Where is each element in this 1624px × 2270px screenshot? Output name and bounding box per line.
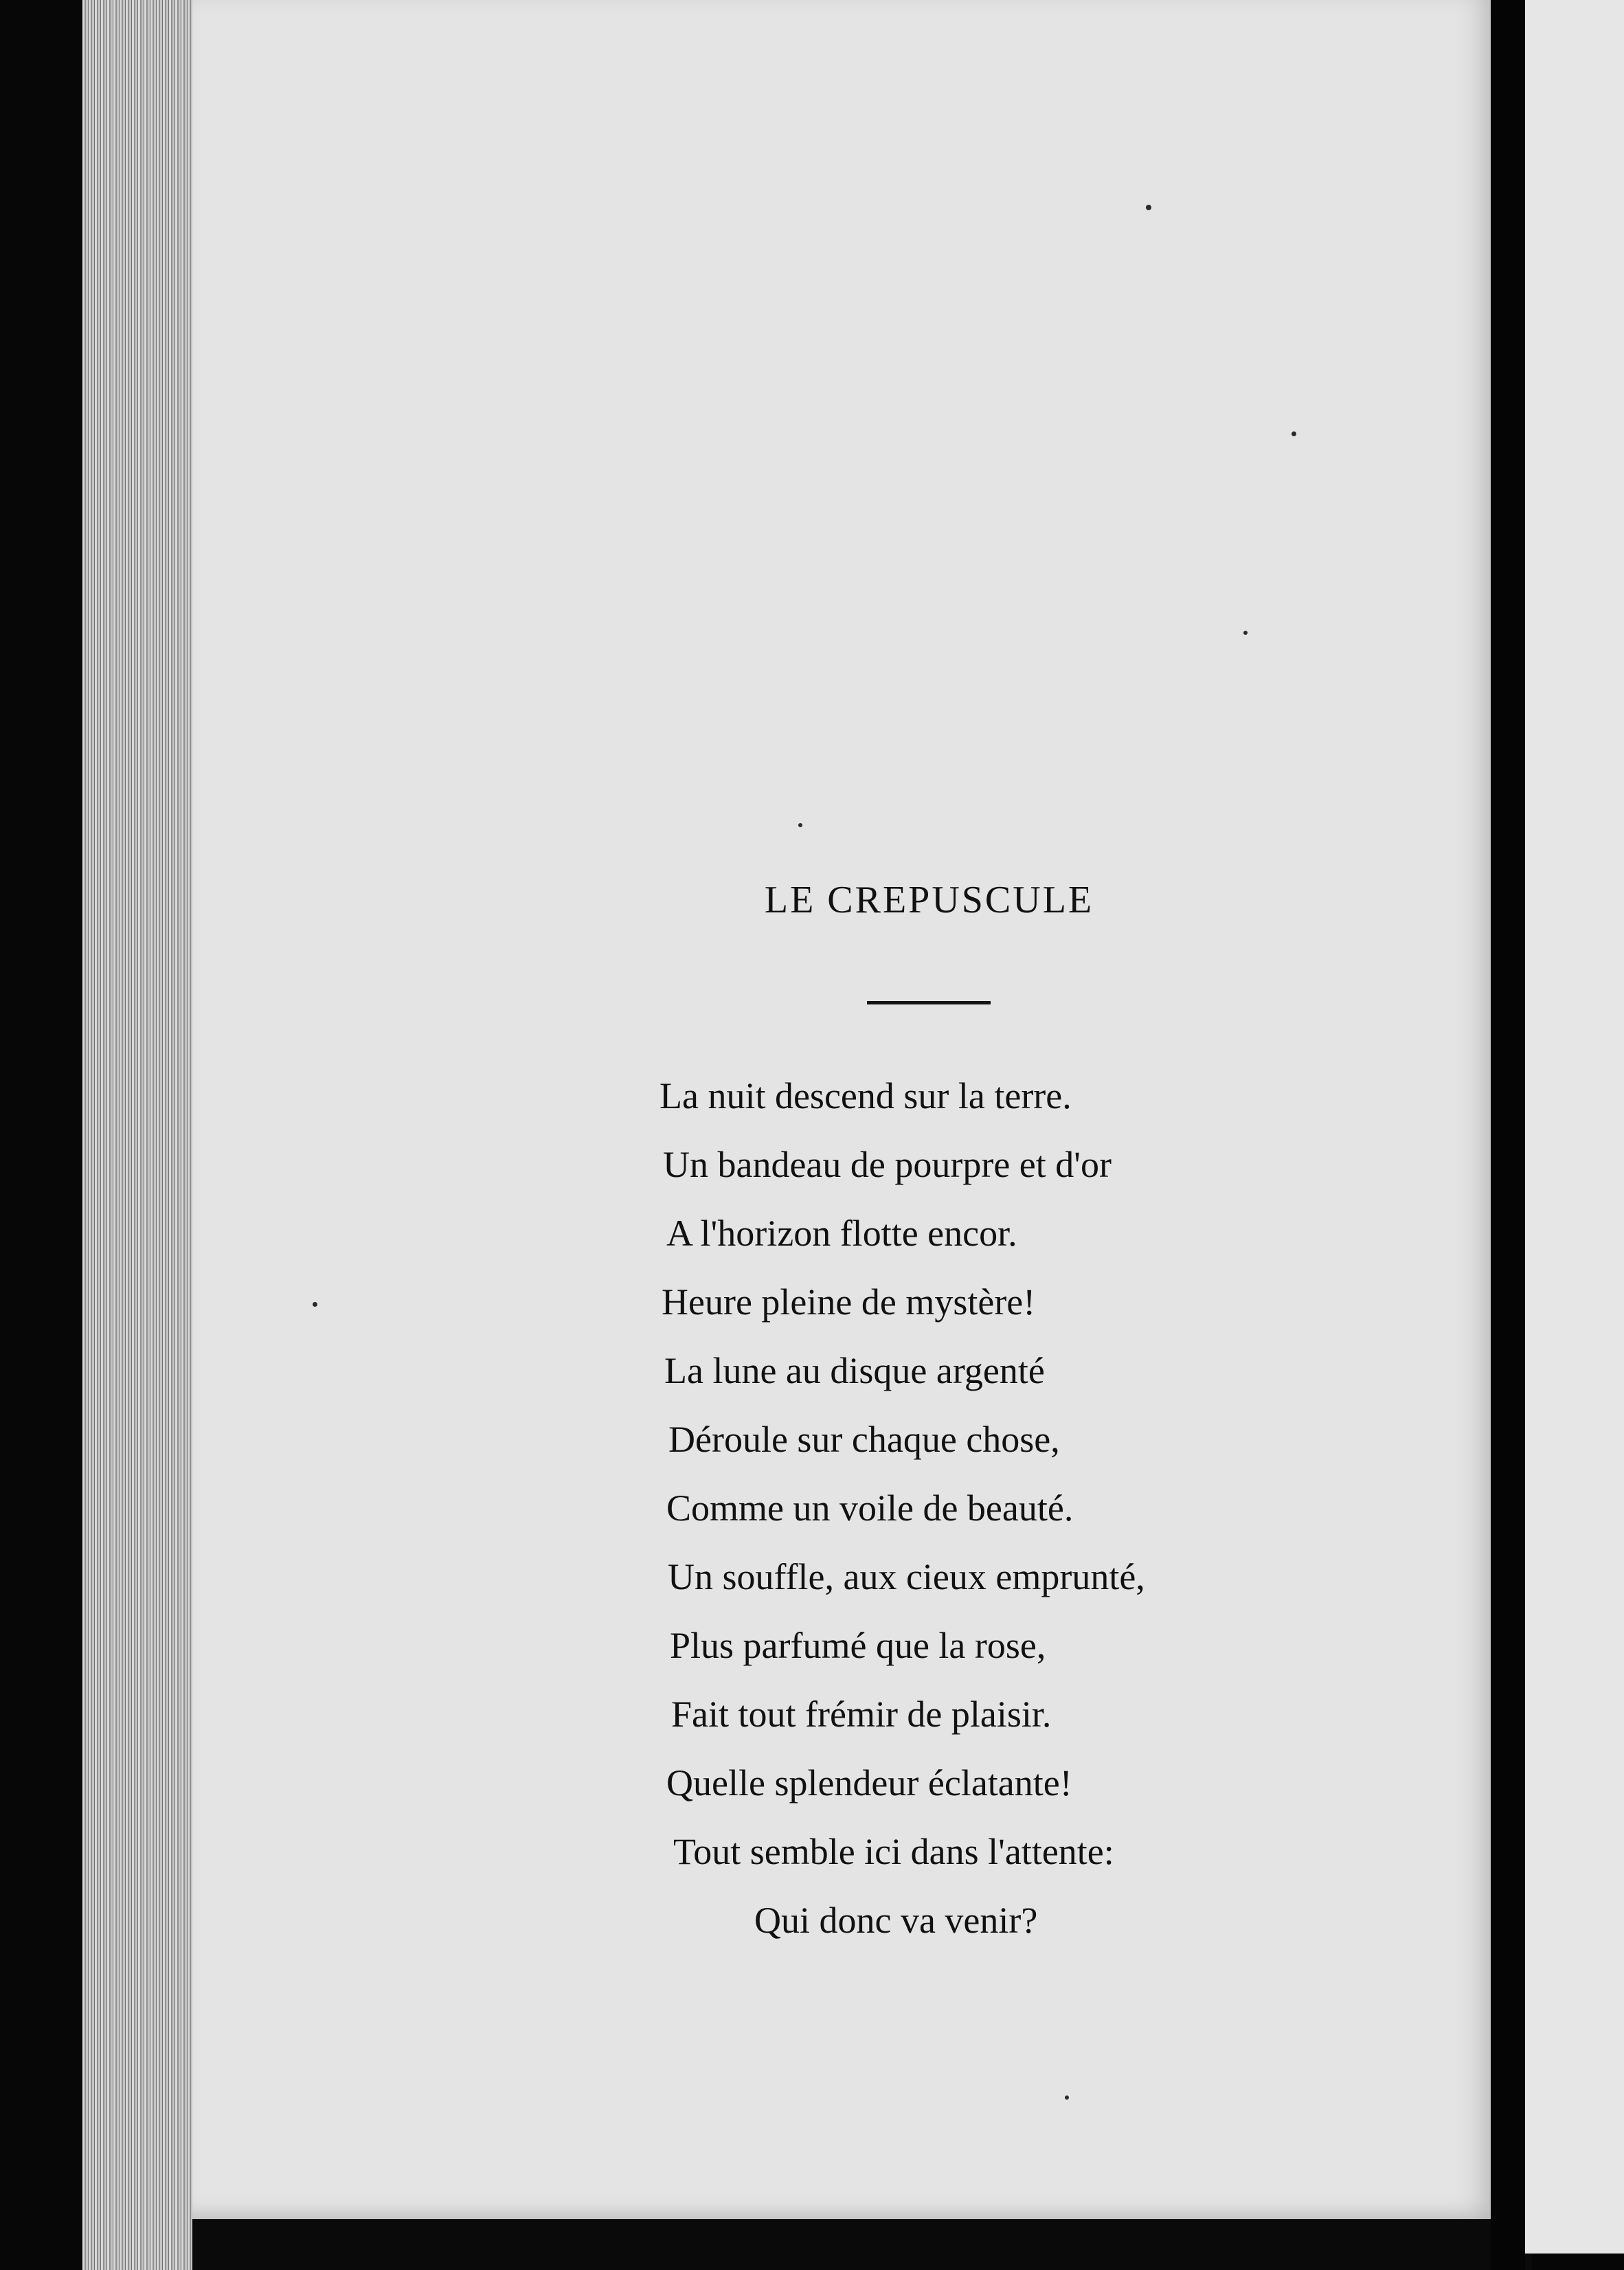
title-rule	[867, 1001, 991, 1004]
book-page-edges	[82, 0, 192, 2270]
scan-speck	[1243, 631, 1248, 635]
scan-bottom-margin	[192, 2219, 1532, 2270]
poem-line: Fait tout frémir de plaisir.	[671, 1694, 1052, 1735]
poem-title: LE CREPUSCULE	[764, 879, 1094, 921]
scan-speck	[798, 823, 802, 827]
poem-line: Quelle splendeur éclatante!	[666, 1762, 1072, 1803]
poem-line: Qui donc va venir?	[754, 1900, 1038, 1941]
poem-line: La lune au disque argenté	[664, 1350, 1045, 1391]
facing-page-edge	[1525, 0, 1624, 2254]
scan-speck	[1065, 2095, 1069, 2100]
poem-line: Plus parfumé que la rose,	[670, 1625, 1046, 1666]
poem-line: Un souffle, aux cieux emprunté,	[668, 1556, 1145, 1597]
scan-speck	[1146, 205, 1151, 210]
poem-line: Déroule sur chaque chose,	[668, 1419, 1060, 1460]
poem-line: Comme un voile de beauté.	[666, 1487, 1074, 1529]
poem-line: Un bandeau de pourpre et d'or	[663, 1144, 1112, 1185]
scan-speck	[1292, 431, 1296, 436]
poem-line: La nuit descend sur la terre.	[659, 1075, 1072, 1116]
poem-line: Tout semble ici dans l'attente:	[673, 1831, 1114, 1872]
poem-line: A l'horizon flotte encor.	[666, 1213, 1017, 1254]
scan-left-margin	[0, 0, 82, 2270]
poem-line: Heure pleine de mystère!	[662, 1281, 1036, 1323]
book-gutter	[1491, 0, 1525, 2270]
scan-speck	[313, 1302, 317, 1307]
